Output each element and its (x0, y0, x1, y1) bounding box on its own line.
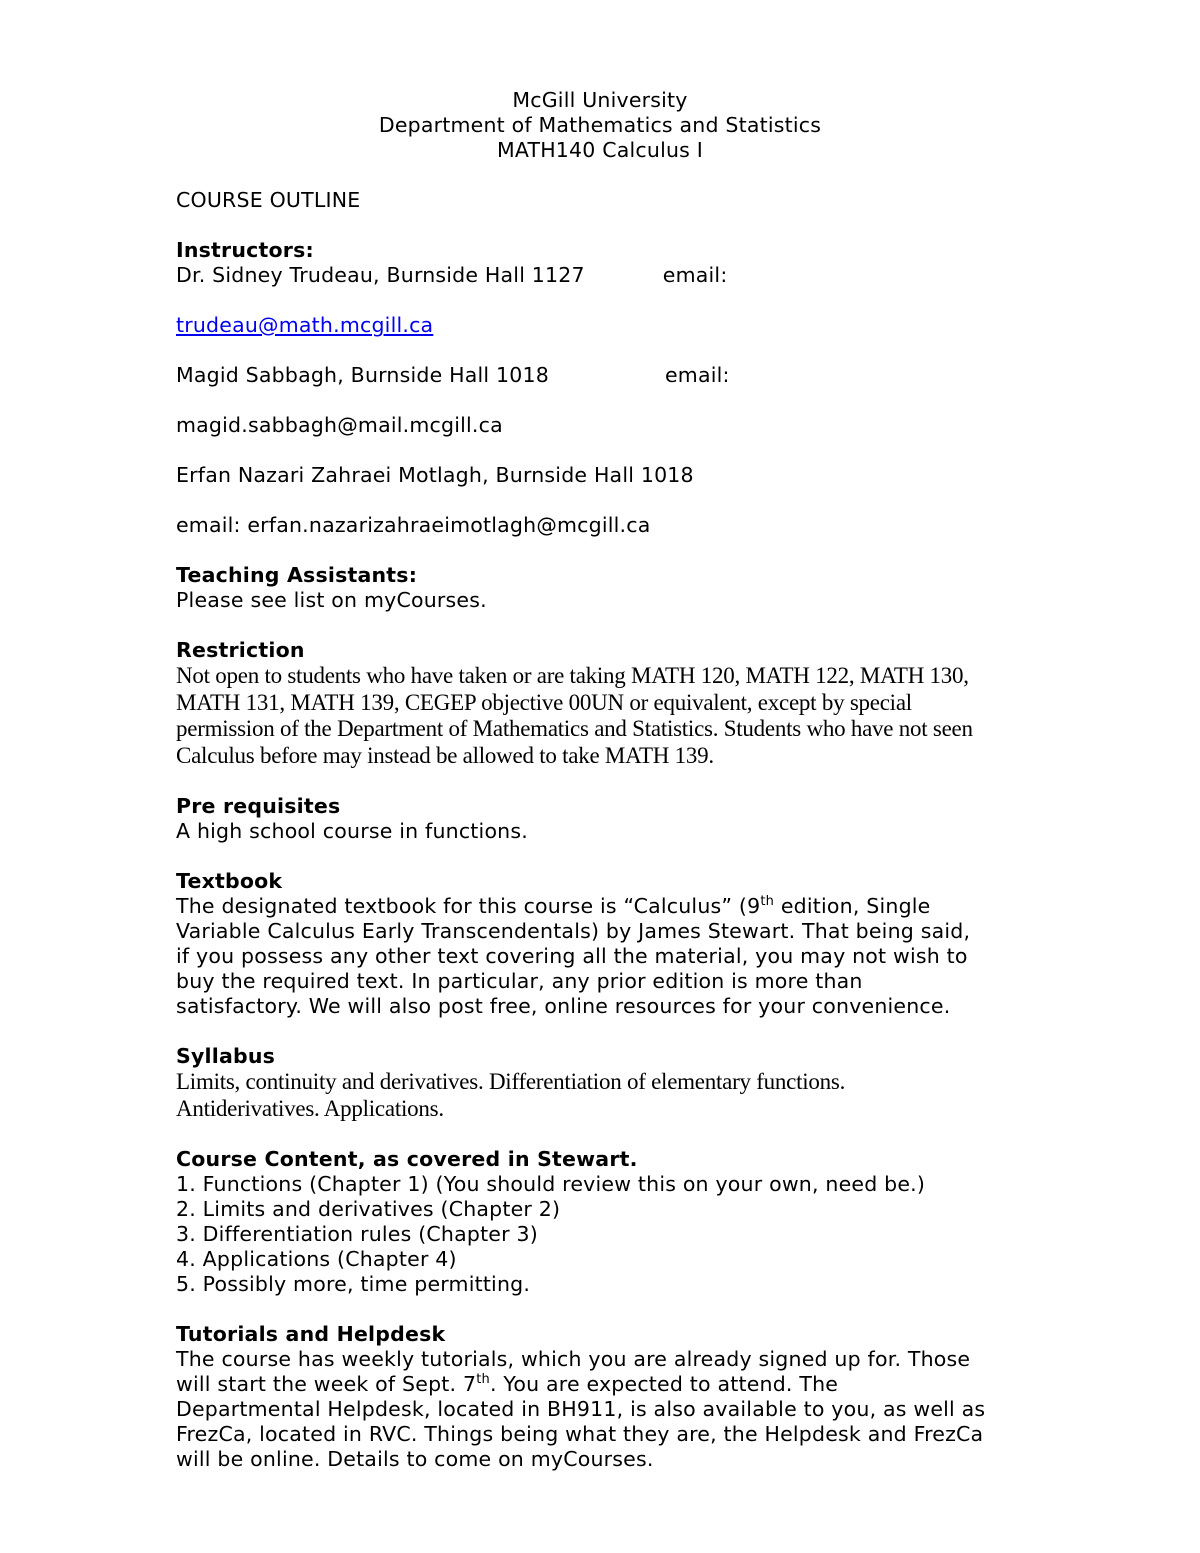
course-outline-page (176, 88, 1036, 1472)
prerequisites-heading: Pre requisites (176, 794, 341, 818)
department-name: Department of Mathematics and Statistics (378, 113, 822, 137)
tutorials-line-3: Departmental Helpdesk, located in BH911, is also available to you, as well as (176, 1397, 986, 1421)
instructor-3-email: email: erfan.nazarizahraeimotlagh@mcgill.ca (176, 513, 651, 537)
tutorials-heading: Tutorials and Helpdesk (176, 1322, 446, 1346)
restriction-line-4: Calculus before may instead be allowed to take MATH 139. (176, 742, 714, 768)
restriction-line-3: permission of the Department of Mathematics and Statistics. Students who have not seen (176, 716, 973, 741)
tutorials-line-4: FrezCa, located in RVC. Things being what they are, the Helpdesk and FrezCa (176, 1422, 984, 1446)
course-content-item-4: 4. Applications (Chapter 4) (176, 1247, 457, 1271)
instructor-1-email-link[interactable]: trudeau@math.mcgill.ca (176, 313, 434, 337)
textbook-heading: Textbook (176, 869, 283, 893)
course-title: MATH140 Calculus I (496, 138, 704, 162)
textbook-line-1-end: edition, Single (774, 894, 931, 918)
restriction-line-1: Not open to students who have taken or are taking MATH 120, MATH 122, MATH 130, (176, 663, 969, 688)
instructor-2-name: Magid Sabbagh, Burnside Hall 1018 (176, 363, 549, 387)
tutorials-line-1: The course has weekly tutorials, which you are already signed up for. Those (176, 1347, 971, 1371)
textbook-line-3: if you possess any other text covering all the material, you may not wish to (176, 944, 968, 968)
document-header (176, 88, 1024, 163)
textbook-line-2: Variable Calculus Early Transcendentals) by James Stewart. That being said, (176, 919, 971, 943)
restriction-line-2: MATH 131, MATH 139, CEGEP objective 00UN or equivalent, except by special (176, 689, 912, 715)
instructor-3-name: Erfan Nazari Zahraei Motlagh, Burnside Hall 1018 (176, 463, 694, 487)
textbook-line-1 (176, 894, 1036, 919)
tutorials-date-superscript: th (476, 1372, 490, 1387)
instructor-1-name: Dr. Sidney Trudeau, Burnside Hall 1127 (176, 263, 585, 287)
syllabus-line-1: Limits, continuity and derivatives. Differentiation of elementary functions. (176, 1069, 846, 1094)
instructor-1-line (176, 263, 1036, 288)
textbook-edition-superscript: th (760, 894, 775, 909)
syllabus-line-2: Antiderivatives. Applications. (176, 1095, 444, 1121)
instructor-2-line (176, 363, 1036, 388)
course-content-item-1: 1. Functions (Chapter 1) (You should review this on your own, need be.) (176, 1172, 926, 1196)
instructor-1-email-label: email: (662, 263, 728, 287)
university-name: McGill University (512, 88, 688, 112)
instructor-2-email-label: email: (664, 363, 730, 387)
course-content-item-5: 5. Possibly more, time permitting. (176, 1272, 531, 1296)
syllabus-heading: Syllabus (176, 1044, 276, 1068)
prerequisites-text: A high school course in functions. (176, 819, 528, 843)
textbook-line-4: buy the required text. In particular, any prior edition is more than (176, 969, 863, 993)
course-content-item-3: 3. Differentiation rules (Chapter 3) (176, 1222, 538, 1246)
restriction-heading: Restriction (176, 638, 305, 662)
course-content-item-2: 2. Limits and derivatives (Chapter 2) (176, 1197, 561, 1221)
outline-title: COURSE OUTLINE (176, 188, 361, 212)
tutorials-line-2 (176, 1372, 1036, 1397)
tutorials-line-2-end: . You are expected to attend. The (489, 1372, 839, 1396)
ta-heading: Teaching Assistants: (176, 563, 418, 587)
instructor-1-email-line (176, 313, 1036, 338)
ta-text: Please see list on myCourses. (176, 588, 487, 612)
instructors-heading: Instructors: (176, 238, 314, 262)
tutorials-line-2-start: will start the week of Sept. 7 (176, 1372, 477, 1396)
tutorials-line-5: will be online. Details to come on myCourses. (176, 1447, 654, 1471)
textbook-line-1-start: The designated textbook for this course is “Calculus” (9 (176, 894, 761, 918)
textbook-line-5: satisfactory. We will also post free, online resources for your convenience. (176, 994, 951, 1018)
instructor-2-email: magid.sabbagh@mail.mcgill.ca (176, 413, 503, 437)
course-content-heading: Course Content, as covered in Stewart. (176, 1147, 638, 1171)
